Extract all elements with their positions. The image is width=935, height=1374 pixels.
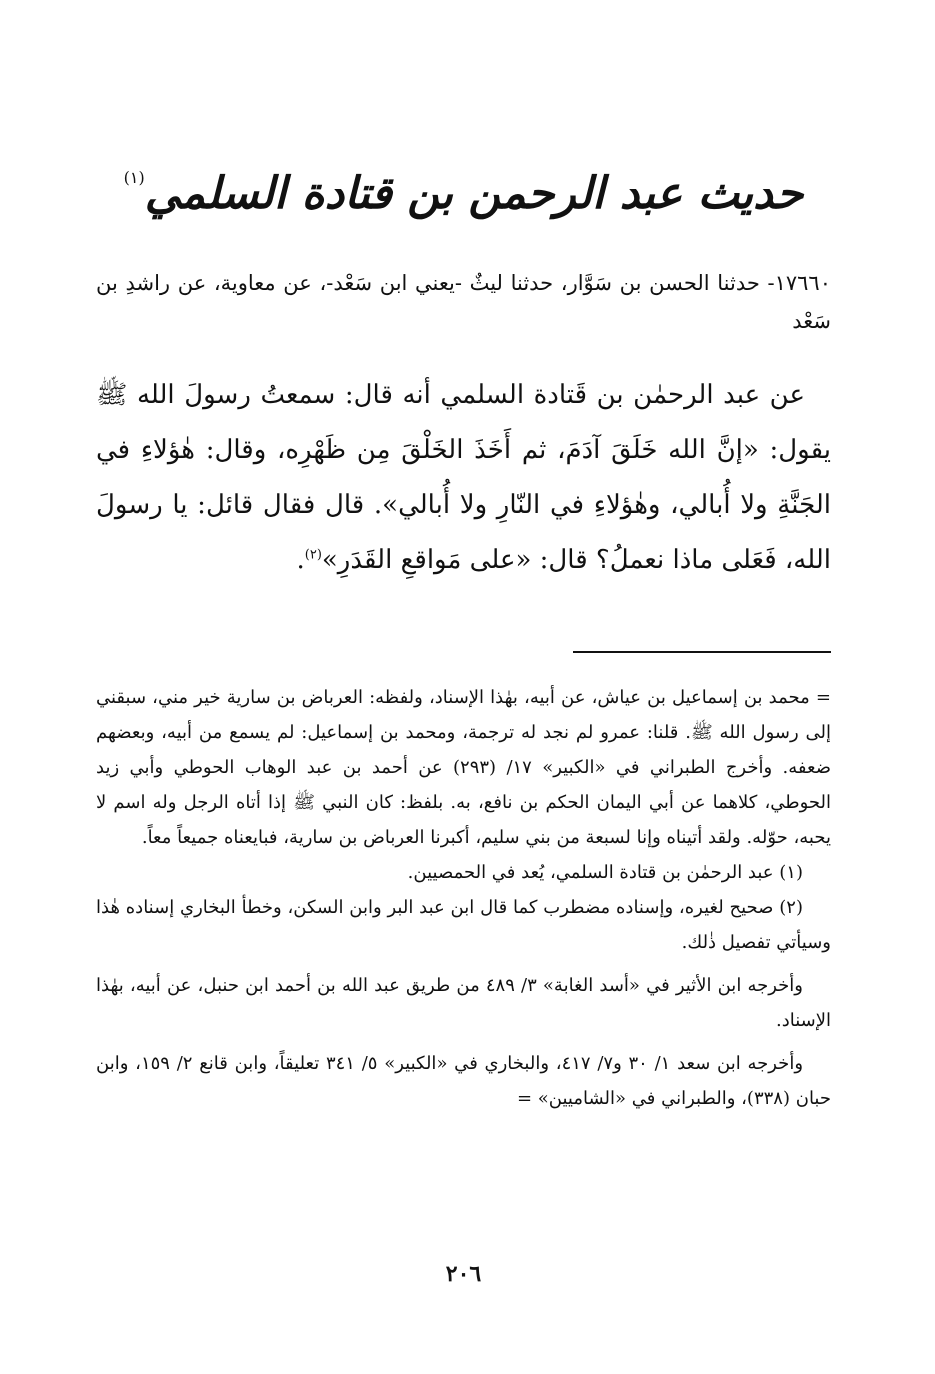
matn-end: . — [296, 545, 305, 575]
footnote-2: (٢) صحيح لغيره، وإسناده مضطرب كما قال ابن عبد البر وابن السكن، وخطأ البخاري إسناده هٰذا وسيأتي تفصيل ذٰلك. — [96, 897, 831, 953]
matn-footnote-marker: (٢) — [304, 547, 322, 563]
title-footnote-marker: (١) — [123, 168, 145, 187]
footnote-2-paragraph-2: وأخرجه ابن الأثير في «أسد الغابة» ٣/ ٤٨٩ من طريق عبد الله بن أحمد ابن حنبل، عن أبيه، بهٰذا الإسناد. — [96, 975, 831, 1031]
page-number: ٢٠٦ — [445, 1261, 482, 1287]
book-page — [96, 0, 831, 1374]
footnotes — [96, 680, 831, 1116]
title-text: حديث عبد الرحمن بن قتادة السلمي — [144, 168, 804, 219]
matn-text: عن عبد الرحمٰن بن قَتادة السلمي أنه قال: سمعتُ رسولَ الله ﷺ يقول: «إنَّ الله خَلَقَ آدَمَ، ثم أَخَذَ الخَلْقَ مِن ظَهْرِه، وقال: هٰؤلاءِ في الجَنَّةِ ولا أُبالي، وهٰؤلاءِ في النّارِ ولا أُبالي». قال فقال قائل: يا رسولَ الله، فَعَلى ماذا نعملُ؟ قال: «على مَواقعِ القَدَرِ» — [96, 380, 831, 575]
hadith-matn — [96, 368, 831, 588]
footnote-1: (١) عبد الرحمٰن بن قتادة السلمي، يُعد في الحمصيين. — [407, 862, 803, 883]
footnote-continuation: = محمد بن إسماعيل بن عياش، عن أبيه، بهٰذا الإسناد، ولفظه: العرباض بن سارية خير مني، سبقني إلى رسول الله ﷺ. قلنا: عمرو لم نجد له ترجمة، ومحمد بن إسماعيل: لم يسمع من أبيه، وبعضهم ضعفه. وأخرج الطبراني في «الكبير» ١٧/ (٢٩٣) عن أحمد بن عبد الوهاب الحوطي وأبي زيد الحوطي، كلاهما عن أبي اليمان الحكم بن نافع، به. بلفظ: كان النبي ﷺ إذا أتاه الرجل وله اسم لا يحبه، حوّله. ولقد أتيناه وإنا لسبعة من بني سليم، أكبرنا العرباض بن سارية، فبايعناه جميعاً معاً. — [96, 687, 832, 848]
footnote-separator — [573, 651, 831, 653]
hadith-section-title — [96, 168, 831, 219]
footnote-2-paragraph-3: وأخرجه ابن سعد ١/ ٣٠ و٧/ ٤١٧، والبخاري في «الكبير» ٥/ ٣٤١ تعليقاً، وابن قانع ٢/ ١٥٩، وابن حبان (٣٣٨)، والطبراني في «الشاميين» = — [96, 1053, 831, 1109]
hadith-isnad: ١٧٦٦٠- حدثنا الحسن بن سَوَّار، حدثنا ليثٌ -يعني ابن سَعْد-، عن معاوية، عن راشدِ بن سَعْد — [96, 271, 831, 333]
